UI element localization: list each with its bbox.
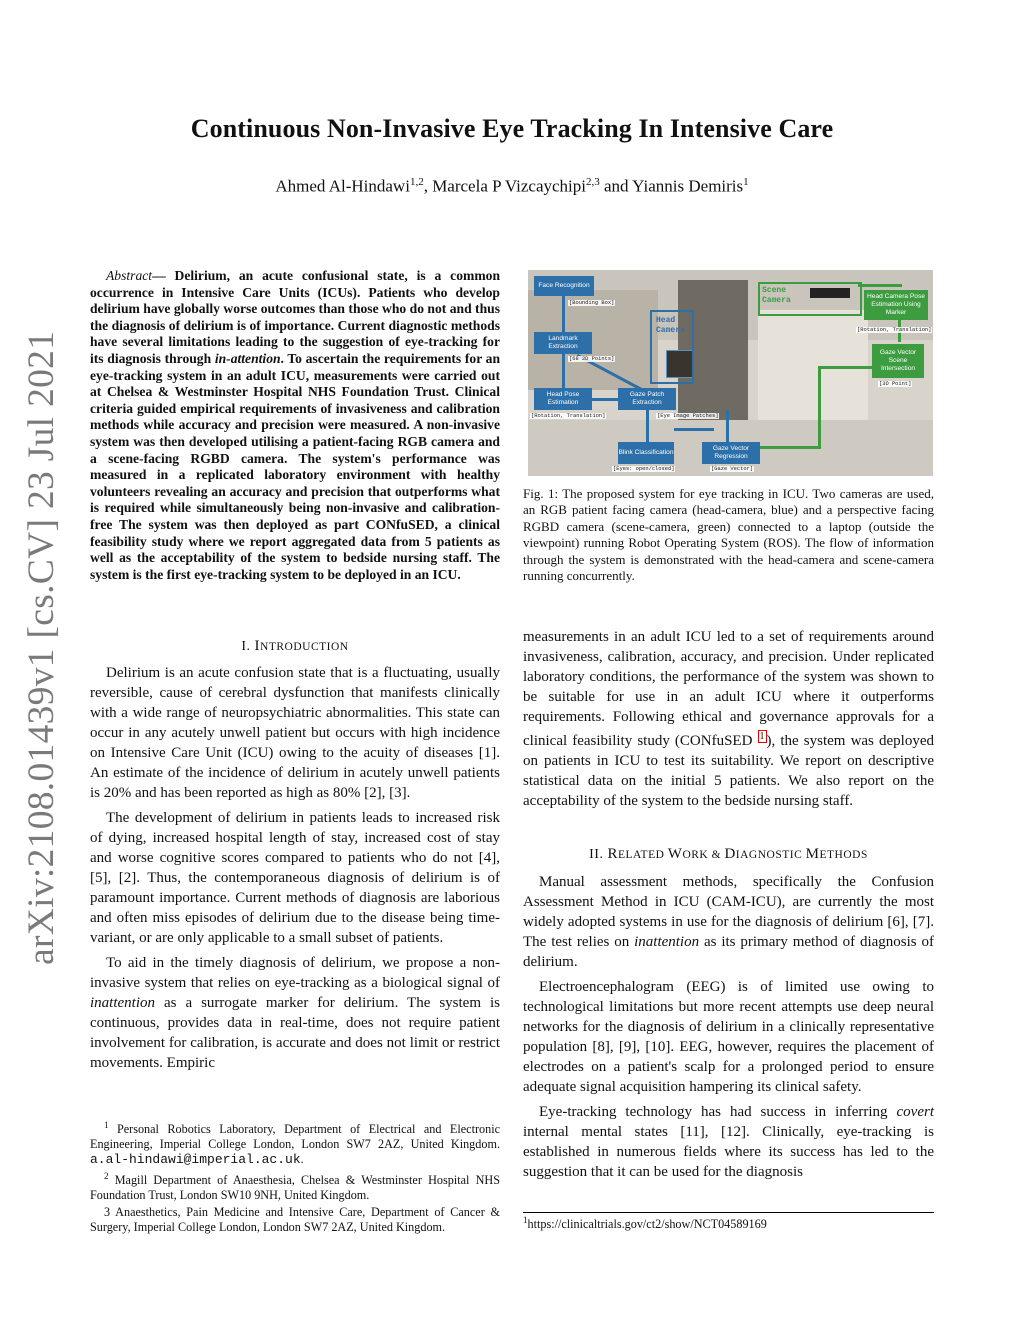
arxiv-stamp: arXiv:2108.01439v1 [cs.CV] 23 Jul 2021: [21, 330, 62, 965]
paragraph: Delirium is an acute confusion state that is a fluctuating, usually reversible, cause of cerebral dysfunction that manifests clinically with a wide range of neuropsychiatric abnormalities. This state can occur in any acutely unwell patient but occurs with high incidence on Intensive Care Unit (ICU) owing to the acuity of diseases [1]. An estimate of the incidence of delirium in acutely unwell patients is 20% and has been reported as high as 80% [2], [3].: [90, 665, 500, 801]
paragraph: Electroencephalogram (EEG) is of limited use owing to technological limitations but more recent attempts use deep neural networks for the diagnosis of delirium in a clinically representative population [8], [9], [10]. EEG, however, requires the placement of electrodes on a patient's scalp for a prolonged period to ensure adequate signal acquisition hampering its clinical safety.: [523, 979, 934, 1095]
flow-line-green: [818, 366, 872, 369]
label-bounding-box: [Bounding Box]: [569, 300, 615, 306]
abstract-dash: —: [152, 268, 175, 283]
footnote-text: Personal Robotics Laboratory, Department of Electrical and Electronic Engineering, Imperial College London, London SW7 2AZ, United Kingdom.: [90, 1122, 500, 1152]
text-run: To aid in the timely diagnosis of delirium, we propose a non-invasive system that relies on eye-tracking as a biological signal of: [90, 955, 500, 991]
flow-line: [562, 296, 565, 332]
flow-line-green: [760, 446, 820, 449]
affiliation-footnotes: [90, 1118, 500, 1237]
author-3: Yiannis Demiris: [632, 176, 744, 196]
heading-rest: ELATED: [617, 849, 668, 861]
flow-line: [726, 410, 729, 442]
label-eyes-open-closed: [Eyes: open/closed]: [613, 466, 675, 472]
author-1-affiliation: 1,2: [409, 176, 424, 188]
scene-camera-device: [810, 288, 850, 298]
flow-line: [674, 428, 714, 431]
paragraph: [523, 627, 934, 811]
emphasis: inattention: [90, 995, 155, 1011]
footnote-mark: 1: [104, 1120, 109, 1130]
flow-line-green: [818, 366, 821, 449]
text-run: internal mental states [11], [12]. Clinically, eye-tracking is established in numerous fields where its success has led to the suggestion that it can be used for the diagnosis: [523, 1124, 934, 1180]
label-rotation-translation: [Rotation, Translation]: [531, 413, 606, 419]
footnote-2: [90, 1169, 500, 1203]
tag-head: Head: [656, 316, 676, 325]
emphasis: inattention: [634, 934, 700, 950]
label-2d-points: [68 2D Points]: [569, 356, 615, 362]
emphasis: covert: [896, 1104, 934, 1120]
box-head-pose-estimation: Head Pose Estimation: [534, 388, 592, 410]
abstract-emphasis: in-attention: [214, 350, 281, 366]
footnote-end: .: [300, 1152, 304, 1167]
text-run: Eye-tracking technology has had success in inferring: [539, 1104, 897, 1120]
tag-scene-camera: Camera: [762, 296, 791, 305]
section-number: I.: [241, 639, 255, 654]
figure-caption: Fig. 1: The proposed system for eye tracking in ICU. Two cameras are used, an RGB patient facing camera (head-camera, blue) and a perspective facing RGBD camera (scene-camera, green) connected to a laptop (outside the viewpoint) running Robot Operating System (ROS). The flow of information through the system is demonstrated with the head-camera and scene-camera running concurrently.: [523, 486, 934, 584]
flow-line: [562, 354, 565, 389]
box-face-recognition: Face Recognition: [534, 276, 594, 296]
author-1: Ahmed Al-Hindawi: [275, 176, 410, 196]
flow-line: [646, 410, 649, 442]
paragraph: [523, 1102, 934, 1182]
footnote-text: Magill Department of Anaesthesia, Chelsea & Westminster Hospital NHS Foundation Trust, London SW10 9NH, United Kingdom.: [90, 1173, 500, 1203]
figure-1-system-diagram: [528, 270, 933, 476]
tag-scene: Scene: [762, 286, 787, 295]
footnote-mark: 2: [104, 1171, 109, 1182]
author-separator: ,: [423, 176, 433, 196]
author-list: [0, 176, 1024, 197]
paragraph: [90, 953, 500, 1073]
label-rotation-translation-right: [Rotation, Translation]: [857, 327, 932, 333]
heading-rest: ORK &: [682, 849, 725, 861]
right-column-body: [523, 627, 934, 816]
box-gaze-vector-regression: Gaze Vector Regression: [702, 442, 760, 464]
section-heading-related-work: [523, 846, 934, 863]
section-heading-initial: I: [254, 638, 261, 654]
label-gaze-vector: [Gaze Vector]: [711, 466, 754, 472]
heading-initial: W: [667, 846, 683, 862]
paragraph: The development of delirium in patients leads to increased risk of dying, increased hospital length of stay, increased cost of stay and worse cognitive scores compared to patients who do not [4], [5], [2]. Thus, the contemporaneous diagnosis of delirium is of paramount importance. Current methods of diagnosis are laborious and often miss episodes of delirium due to the disease being time-variant, or are only applicable to a small subset of patients.: [90, 810, 500, 946]
box-blink-classification: Blink Classification: [618, 442, 674, 464]
footnote-3: 3 Anaesthetics, Pain Medicine and Intensive Care, Department of Cancer & Surgery, Imperial College London, London SW7 2AZ, United Kingdom.: [90, 1205, 500, 1235]
section-number: II.: [589, 847, 608, 862]
text-run: Manual assessment methods, specifically the Confusion Assessment Method in ICU (CAM-ICU), are currently the most widely adopted systems in use for the diagnosis of delirium [6], [7]. The test relies on: [523, 874, 934, 950]
text-run: as its primary method of diagnosis of delirium.: [523, 934, 934, 970]
heading-initial: D: [724, 846, 736, 862]
flow-line: [588, 398, 618, 401]
footnote-mark: 1: [523, 1215, 528, 1225]
text-run: as a surrogate marker for delirium. The system is continuous, provides data in real-time, does not require patient involvement for calibration, is accurate and does not limit or restrict movements. Empiric: [90, 995, 500, 1071]
heading-rest: IAGNOSTIC: [735, 849, 806, 861]
box-landmark-extraction: Landmark Extraction: [534, 332, 592, 354]
related-work-body: [523, 872, 934, 1187]
author-2-affiliation: 2,3: [586, 176, 600, 188]
text-run: measurements in an adult ICU led to a set of requirements around invasiveness, calibration, accuracy, and precision. Under replicated laboratory conditions, the performance of the system was shown to be suitable for use in an adult ICU where it outperforms requirements. Following ethical and governance approvals for a clinical feasibility study (CONfuSED: [523, 629, 934, 749]
box-gaze-vector-scene: Gaze Vector Scene Intersection: [872, 344, 924, 378]
abstract-text-end: . To ascertain the requirements for an eye-tracking system in an adult ICU, measurements were carried out at Chelsea & Westminster Hospital NHS Foundation Trust. Clinical criteria guided empirical requirements of invasiveness and calibration methods while accuracy and precision were measured. A non-invasive system was then developed utilising a patient-facing RGB camera and a scene-facing RGBD camera. The system's performance was measured in a replicated laboratory environment with healthy volunteers revealing an accuracy and precision that outperforms what is required while simultaneously being non-invasive and calibration-free The system was then deployed as part CONfuSED, a clinical feasibility study where we report aggregated data from 5 patients as well as the acceptability of the system to bedside nursing staff. The system is the first eye-tracking system to be deployed in an ICU.: [90, 350, 501, 582]
abstract-text: Delirium, an acute confusional state, is a common occurrence in Intensive Care Units (ICUs). Patients who develop delirium have globally worse outcomes than those who do not and thus the diagnosis of delirium is of importance. Current diagnostic methods have several limitations leading to the suggestion of eye-tracking for its diagnosis through: [90, 268, 501, 366]
footnote-url[interactable]: https://clinicaltrials.gov/ct2/show/NCT04589169: [527, 1217, 767, 1232]
heading-initial: R: [607, 846, 618, 862]
label-eye-patches: [Eye Image Patches]: [657, 413, 719, 419]
abstract: [90, 268, 500, 583]
label-3d-point: [3D Point]: [879, 381, 912, 387]
author-email[interactable]: a.al-hindawi@imperial.ac.uk: [90, 1152, 301, 1168]
paragraph: [523, 872, 934, 972]
photo-bed-area: [758, 310, 868, 430]
footnote-link[interactable]: 1: [759, 731, 765, 742]
url-footnote: [523, 1212, 934, 1232]
author-2: Marcela P Vizcaychipi: [432, 176, 586, 196]
heading-initial: M: [805, 846, 820, 862]
box-gaze-patch-extraction: Gaze Patch Extraction: [618, 388, 676, 410]
text-run: ), the system was deployed on patients in ICU to test its suitability. We report on descriptive statistical data on the initial 5 patients. We also report on the acceptability of the system to the bedside nursing staff.: [523, 733, 934, 809]
author-3-affiliation: 1: [743, 176, 749, 188]
section-heading-rest: NTRODUCTION: [260, 641, 349, 653]
introduction-body: [90, 663, 500, 1078]
flow-line-green: [858, 284, 902, 287]
abstract-label: Abstract: [106, 268, 153, 283]
author-separator: and: [599, 176, 633, 196]
box-head-camera-pose: Head Camera Pose Estimation Using Marker: [864, 290, 928, 320]
paper-title: Continuous Non-Invasive Eye Tracking In Intensive Care: [190, 114, 834, 143]
tag-camera: Camera: [656, 326, 685, 335]
section-heading-introduction: [90, 638, 500, 655]
footnote-1: [90, 1118, 500, 1167]
heading-rest: ETHODS: [819, 849, 868, 861]
